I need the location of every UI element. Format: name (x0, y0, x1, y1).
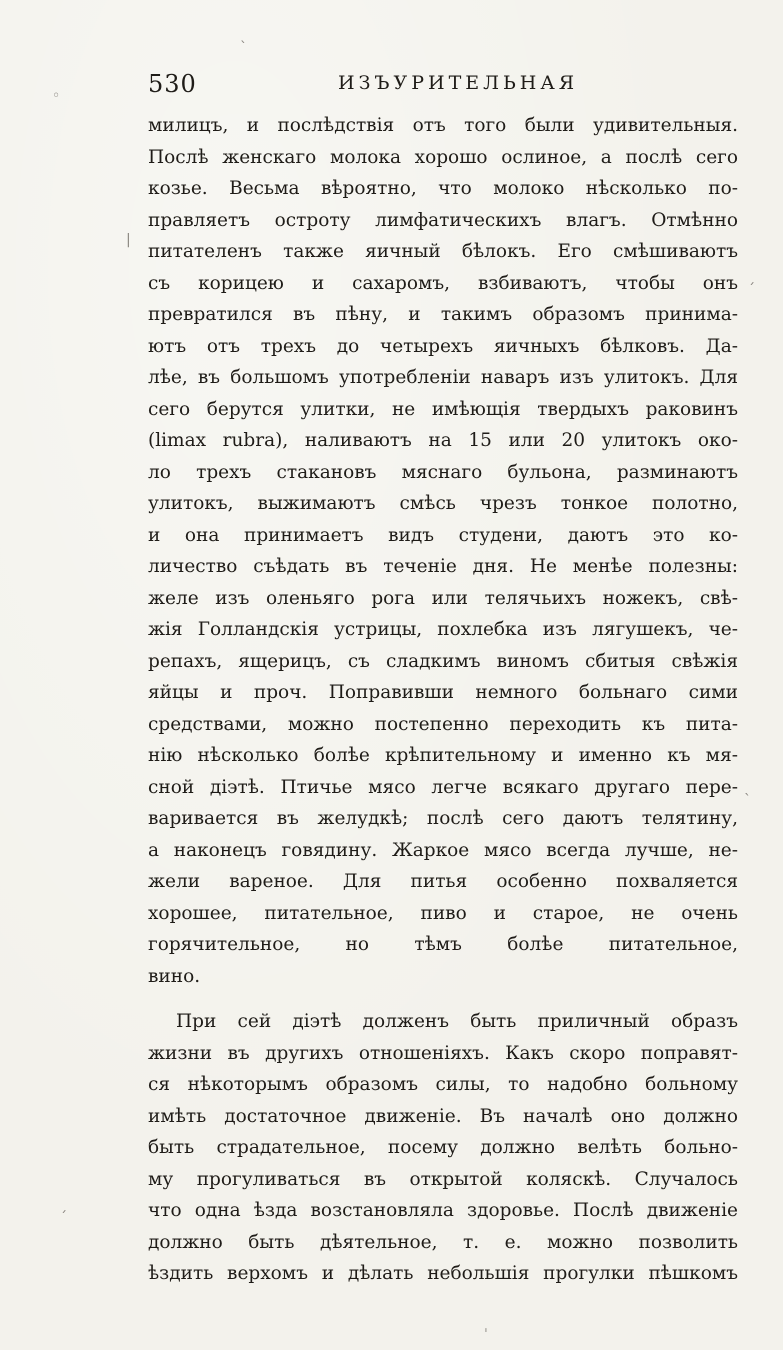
text-line: и она принимаетъ видъ студени, даютъ это ко- (148, 524, 738, 546)
text-line: нію нѣсколько болѣе крѣпительному и именно къ мя- (148, 745, 738, 766)
text-line: питателенъ также яичный бѣлокъ. Его смѣшиваютъ (148, 241, 738, 262)
text-line: правляетъ остроту лимфатическихъ влагъ. Отмѣнно (148, 209, 738, 231)
text-line: средствами, можно постепенно переходить къ пита- (148, 713, 738, 735)
text-line: желе изъ оленьяго рога или телячьихъ ножекъ, свѣ- (148, 587, 738, 609)
text-line: хорошее, питательное, пиво и старое, не очень (148, 902, 738, 924)
text-line: вино. (148, 965, 201, 987)
text-line: быть страдательное, посему должно велѣть больно- (148, 1137, 738, 1158)
running-title: ИЗЪУРИТЕЛЬНАЯ (338, 72, 579, 94)
text-line: жизни въ другихъ отношеніяхъ. Какъ скоро поправят- (148, 1042, 738, 1064)
text-line: сной діэтѣ. Птичье мясо легче всякаго другаго пере- (148, 776, 738, 798)
text-line: ютъ отъ трехъ до четырехъ яичныхъ бѣлковъ. Да- (148, 335, 738, 357)
scan-speck: | (126, 232, 131, 248)
paragraph-2 (148, 1006, 738, 1290)
text-line: улитокъ, выжимаютъ смѣсь чрезъ тонкое полотно, (148, 493, 738, 514)
page-header (148, 70, 738, 110)
scan-speck: ◦ (52, 88, 61, 104)
text-line: му прогуливаться въ открытой коляскѣ. Случалось (148, 1168, 738, 1190)
body-text (148, 110, 738, 1290)
text-line: горячительное, но тѣмъ болѣе питательное, (148, 934, 738, 955)
scan-speck: ˎ (744, 780, 751, 796)
text-line: что одна ѣзда возстановляла здоровье. Послѣ движеніе (148, 1200, 738, 1221)
text-line: сего берутся улитки, не имѣющія твердыхъ раковинъ (148, 398, 738, 420)
text-line: а наконецъ говядину. Жаркое мясо всегда лучше, не- (148, 839, 738, 861)
text-line: личество съѣдать въ теченіе дня. Не менѣе полезны: (148, 556, 738, 577)
scan-speck: ˊ (60, 1210, 67, 1226)
text-line: варивается въ желудкѣ; послѣ сего даютъ телятину, (148, 808, 738, 829)
scan-speck: ˋ (240, 40, 247, 56)
paragraph-1 (148, 110, 738, 992)
text-line: ло трехъ стакановъ мяснаго бульона, разминаютъ (148, 461, 738, 483)
text-line: При сей діэтѣ долженъ быть приличный образъ (176, 1011, 738, 1032)
text-line: лѣе, въ большомъ употребленіи наваръ изъ улитокъ. Для (148, 367, 738, 388)
text-line: жели вареное. Для питья особенно похваляется (148, 871, 738, 892)
text-line: превратился въ пѣну, и такимъ образомъ принима- (148, 304, 738, 325)
text-line: ся нѣкоторымъ образомъ силы, то надобно больному (148, 1074, 738, 1095)
text-line: ѣздить верхомъ и дѣлать небольшія прогулки пѣшкомъ (148, 1263, 738, 1284)
text-line: яйцы и проч. Поправивши немного больнаго сими (148, 682, 738, 703)
text-line: козье. Весьма вѣроятно, что молоко нѣсколько по- (148, 178, 738, 199)
page-number: 530 (148, 70, 197, 98)
text-line: должно быть дѣятельное, т. е. можно позволить (148, 1231, 738, 1253)
text-line: милицъ, и послѣдствія отъ того были удивительныя. (148, 115, 738, 136)
text-line: Послѣ женскаго молока хорошо ослиное, а послѣ сего (148, 146, 738, 168)
text-line: репахъ, ящерицъ, съ сладкимъ виномъ сбитыя свѣжія (148, 650, 738, 672)
text-line: жія Голландскія устрицы, похлебка изъ лягушекъ, че- (148, 619, 738, 640)
scan-speck: ˊ (748, 282, 755, 298)
text-line: съ корицею и сахаромъ, взбиваютъ, чтобы онъ (148, 272, 738, 294)
text-line: (limax rubra), наливаютъ на 15 или 20 улитокъ око- (148, 430, 738, 451)
scan-speck: ˌ (484, 1318, 488, 1334)
paragraph-gap (148, 992, 738, 1006)
text-line: имѣть достаточное движеніе. Въ началѣ оно должно (148, 1105, 738, 1127)
